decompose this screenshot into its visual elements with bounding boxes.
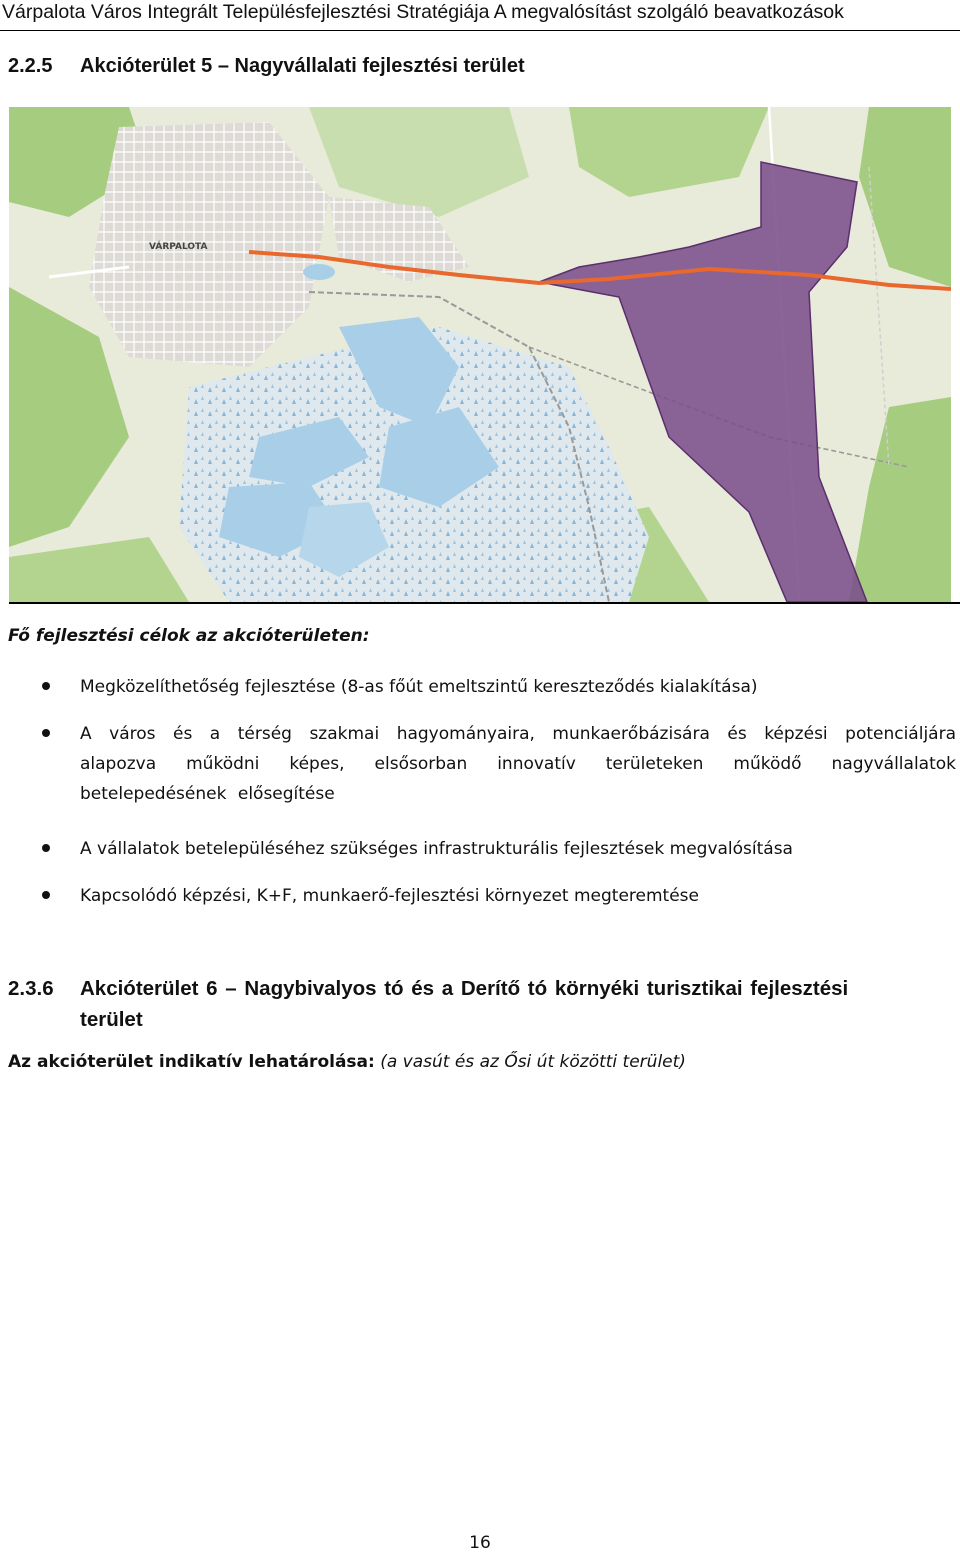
bullet-icon — [42, 729, 50, 737]
page-number: 16 — [469, 1533, 491, 1553]
goal-item-text: Megközelíthetőség fejlesztése (8-as főút emeltszintű kereszteződés kialakítása) — [80, 677, 758, 697]
running-header — [0, 0, 960, 31]
map-graphic — [9, 107, 951, 602]
goal-item — [80, 834, 956, 864]
bullet-icon — [42, 682, 50, 690]
goal-item — [80, 672, 956, 702]
subsection-number: 2.3.6 — [8, 977, 54, 1000]
subsection-title-line1: Akcióterület 6 – Nagybivalyos tó és a Derítő tó környéki turisztikai fejlesztési — [80, 977, 849, 1000]
delimitation-note: (a vasút és az Ősi út közötti terület) — [380, 1052, 686, 1072]
goal-item-text: Kapcsolódó képzési, K+F, munkaerő-fejlesztési környezet megteremtése — [80, 886, 699, 906]
goals-heading: Fő fejlesztési célok az akcióterületen: — [8, 626, 370, 646]
map-bottom-rule — [9, 602, 960, 604]
bullet-icon — [42, 844, 50, 852]
section-title-text: Akcióterület 5 – Nagyvállalati fejlesztési terület — [80, 55, 525, 77]
goal-item-text: A vállalatok betelepüléséhez szükséges infrastrukturális fejlesztések megvalósítása — [80, 839, 793, 859]
town-label: VÁRPALOTA — [149, 242, 208, 252]
goal-item — [80, 719, 956, 809]
subsection-title-line2: terület — [80, 1008, 143, 1031]
action-area-map — [9, 107, 951, 602]
running-header-text: Várpalota Város Integrált Településfejlesztési Stratégiája A megvalósítást szolgáló beavatkozások — [2, 1, 844, 23]
section-title — [8, 55, 525, 78]
area-delimitation — [8, 1052, 686, 1072]
goal-item — [80, 881, 956, 911]
pond — [303, 264, 335, 280]
bullet-icon — [42, 891, 50, 899]
section-number: 2.2.5 — [8, 55, 53, 77]
delimitation-label: Az akcióterület indikatív lehatárolása: — [8, 1052, 375, 1072]
goal-item-text: A város és a térség szakmai hagyományaira, munkaerőbázisára és képzési potenciáljára alapozva működni képes, elsősorban innovatív területeken működő nagyvállalatok betelepedésének elősegítése — [80, 724, 956, 804]
